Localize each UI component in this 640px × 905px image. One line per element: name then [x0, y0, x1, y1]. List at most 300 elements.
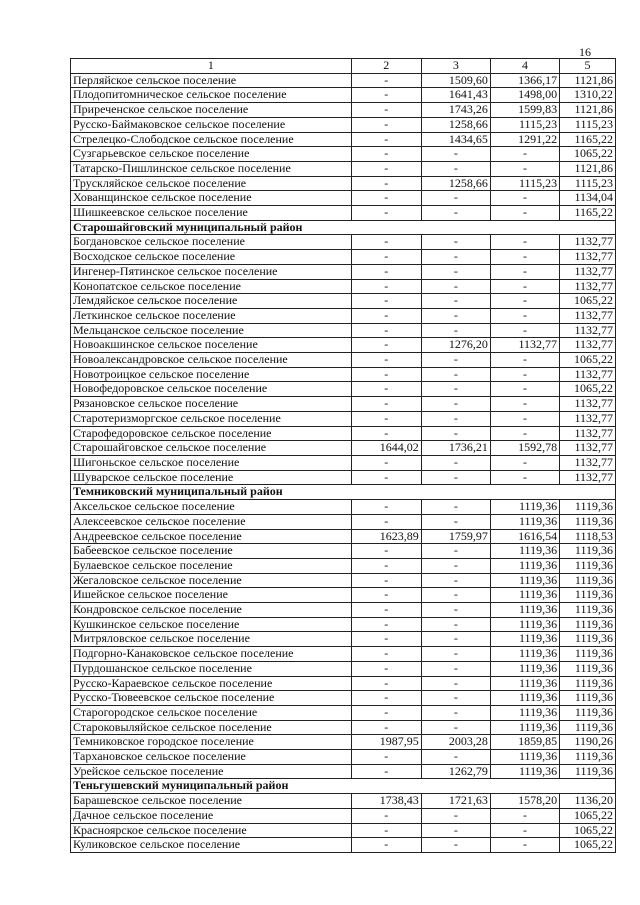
- settlement-name: Старогородское сельское поселение: [71, 705, 352, 720]
- table-row: [71, 514, 616, 529]
- value-cell-3: 1759,97: [421, 529, 490, 544]
- value-cell-4: 1599,83: [490, 103, 559, 118]
- settlement-name: Шигоньское сельское поселение: [71, 455, 352, 470]
- table-row: [71, 147, 616, 162]
- value-cell-2: -: [351, 750, 421, 765]
- settlement-name: Тархановское сельское поселение: [71, 750, 352, 765]
- value-cell-5: 1132,77: [560, 470, 616, 485]
- settlement-name: Сузгарьевское сельское поселение: [71, 147, 352, 162]
- settlement-name: Жегаловское сельское поселение: [71, 573, 352, 588]
- table-row: [71, 647, 616, 662]
- value-cell-2: -: [351, 676, 421, 691]
- value-cell-3: -: [421, 323, 490, 338]
- value-cell-3: -: [421, 397, 490, 412]
- settlement-name: Дачное сельское поселение: [71, 808, 352, 823]
- value-cell-4: -: [490, 323, 559, 338]
- value-cell-2: -: [351, 705, 421, 720]
- table-row: [71, 676, 616, 691]
- district-name: Теньгушевский муниципальный район: [71, 779, 616, 794]
- value-cell-5: 1119,36: [560, 617, 616, 632]
- settlement-name: Приреченское сельское поселение: [71, 103, 352, 118]
- settlement-name: Восходское сельское поселение: [71, 250, 352, 265]
- table-row: [71, 573, 616, 588]
- value-cell-5: 1121,86: [560, 161, 616, 176]
- value-cell-2: -: [351, 323, 421, 338]
- tariff-table: [70, 58, 616, 853]
- value-cell-3: 1736,21: [421, 441, 490, 456]
- value-cell-3: -: [421, 617, 490, 632]
- settlement-name: Урейское сельское поселение: [71, 764, 352, 779]
- value-cell-3: -: [421, 603, 490, 618]
- table-row: [71, 88, 616, 103]
- value-cell-3: -: [421, 279, 490, 294]
- value-cell-2: 1623,89: [351, 529, 421, 544]
- value-cell-5: 1119,36: [560, 661, 616, 676]
- table-row: [71, 720, 616, 735]
- settlement-name: Хованщинское сельское поселение: [71, 191, 352, 206]
- table-row: [71, 250, 616, 265]
- settlement-name: Богдановское сельское поселение: [71, 235, 352, 250]
- value-cell-5: 1119,36: [560, 544, 616, 559]
- column-header-4: 4: [490, 59, 559, 74]
- value-cell-5: 1119,36: [560, 705, 616, 720]
- table-row: [71, 235, 616, 250]
- value-cell-2: -: [351, 603, 421, 618]
- value-cell-2: -: [351, 647, 421, 662]
- value-cell-2: -: [351, 264, 421, 279]
- settlement-name: Рязановское сельское поселение: [71, 397, 352, 412]
- value-cell-4: -: [490, 838, 559, 853]
- value-cell-5: 1132,77: [560, 411, 616, 426]
- value-cell-2: -: [351, 573, 421, 588]
- table-row: [71, 206, 616, 221]
- district-section-row: [71, 779, 616, 794]
- settlement-name: Перляйское сельское поселение: [71, 73, 352, 88]
- value-cell-5: 1119,36: [560, 691, 616, 706]
- table-row: [71, 191, 616, 206]
- value-cell-4: -: [490, 353, 559, 368]
- value-cell-3: 2003,28: [421, 735, 490, 750]
- settlement-name: Андреевское сельское поселение: [71, 529, 352, 544]
- settlement-name: Русско-Баймаковское сельское поселение: [71, 117, 352, 132]
- settlement-name: Булаевское сельское поселение: [71, 558, 352, 573]
- value-cell-3: -: [421, 588, 490, 603]
- value-cell-4: -: [490, 823, 559, 838]
- value-cell-3: -: [421, 250, 490, 265]
- value-cell-2: -: [351, 250, 421, 265]
- value-cell-2: -: [351, 353, 421, 368]
- value-cell-5: 1065,22: [560, 353, 616, 368]
- settlement-name: Темниковское городское поселение: [71, 735, 352, 750]
- table-row: [71, 691, 616, 706]
- settlement-name: Мельцанское сельское поселение: [71, 323, 352, 338]
- table-row: [71, 705, 616, 720]
- value-cell-3: 1258,66: [421, 117, 490, 132]
- value-cell-2: -: [351, 103, 421, 118]
- value-cell-5: 1115,23: [560, 117, 616, 132]
- value-cell-4: 1119,36: [490, 500, 559, 515]
- column-header-1: 1: [71, 59, 352, 74]
- value-cell-5: 1165,22: [560, 132, 616, 147]
- settlement-name: Пурдошанское сельское поселение: [71, 661, 352, 676]
- value-cell-3: -: [421, 470, 490, 485]
- value-cell-4: 1119,36: [490, 647, 559, 662]
- settlement-name: Кушкинское сельское поселение: [71, 617, 352, 632]
- page-number: 16: [579, 45, 591, 59]
- value-cell-3: -: [421, 235, 490, 250]
- value-cell-5: 1119,36: [560, 764, 616, 779]
- value-cell-5: 1132,77: [560, 367, 616, 382]
- value-cell-5: 1119,36: [560, 720, 616, 735]
- value-cell-5: 1065,22: [560, 147, 616, 162]
- table-row: [71, 558, 616, 573]
- value-cell-5: 1132,77: [560, 426, 616, 441]
- value-cell-3: -: [421, 838, 490, 853]
- settlement-name: Кондровское сельское поселение: [71, 603, 352, 618]
- value-cell-2: -: [351, 235, 421, 250]
- district-name: Старошайговский муниципальный район: [71, 220, 616, 235]
- table-row: [71, 323, 616, 338]
- value-cell-3: -: [421, 661, 490, 676]
- value-cell-3: -: [421, 808, 490, 823]
- value-cell-4: 1119,36: [490, 588, 559, 603]
- value-cell-2: -: [351, 426, 421, 441]
- value-cell-2: -: [351, 558, 421, 573]
- value-cell-3: -: [421, 573, 490, 588]
- value-cell-2: -: [351, 308, 421, 323]
- settlement-name: Русско-Тювеевское сельское поселение: [71, 691, 352, 706]
- value-cell-4: 1119,36: [490, 661, 559, 676]
- value-cell-2: -: [351, 808, 421, 823]
- settlement-name: Бабеевское сельское поселение: [71, 544, 352, 559]
- table-row: [71, 279, 616, 294]
- value-cell-3: 1434,65: [421, 132, 490, 147]
- value-cell-5: 1065,22: [560, 838, 616, 853]
- settlement-name: Красноярское сельское поселение: [71, 823, 352, 838]
- table-row: [71, 382, 616, 397]
- table-row: [71, 294, 616, 309]
- value-cell-3: -: [421, 500, 490, 515]
- value-cell-4: 1119,36: [490, 603, 559, 618]
- value-cell-4: -: [490, 147, 559, 162]
- table-row: [71, 617, 616, 632]
- value-cell-3: -: [421, 191, 490, 206]
- value-cell-5: 1132,77: [560, 323, 616, 338]
- value-cell-3: -: [421, 264, 490, 279]
- value-cell-3: -: [421, 382, 490, 397]
- settlement-name: Новофедоровское сельское поселение: [71, 382, 352, 397]
- settlement-name: Ишейское сельское поселение: [71, 588, 352, 603]
- value-cell-5: 1121,86: [560, 73, 616, 88]
- value-cell-3: -: [421, 676, 490, 691]
- value-cell-2: -: [351, 720, 421, 735]
- value-cell-3: -: [421, 161, 490, 176]
- table-row: [71, 823, 616, 838]
- value-cell-4: 1592,78: [490, 441, 559, 456]
- value-cell-4: 1291,22: [490, 132, 559, 147]
- value-cell-3: -: [421, 411, 490, 426]
- value-cell-5: 1136,20: [560, 794, 616, 809]
- value-cell-3: -: [421, 206, 490, 221]
- value-cell-4: 1115,23: [490, 117, 559, 132]
- value-cell-2: -: [351, 838, 421, 853]
- value-cell-4: 1119,36: [490, 691, 559, 706]
- column-header-5: 5: [560, 59, 616, 74]
- value-cell-2: -: [351, 661, 421, 676]
- value-cell-4: 1119,36: [490, 720, 559, 735]
- value-cell-5: 1119,36: [560, 588, 616, 603]
- table-row: [71, 750, 616, 765]
- value-cell-2: -: [351, 338, 421, 353]
- settlement-name: Аксельское сельское поселение: [71, 500, 352, 515]
- value-cell-4: -: [490, 206, 559, 221]
- value-cell-5: 1132,77: [560, 455, 616, 470]
- table-row: [71, 117, 616, 132]
- settlement-name: Староковыляйское сельское поселение: [71, 720, 352, 735]
- value-cell-3: -: [421, 426, 490, 441]
- value-cell-2: -: [351, 632, 421, 647]
- table-row: [71, 411, 616, 426]
- settlement-name: Конопатское сельское поселение: [71, 279, 352, 294]
- value-cell-4: 1119,36: [490, 514, 559, 529]
- value-cell-4: 1119,36: [490, 617, 559, 632]
- column-number-header-row: [71, 59, 616, 74]
- value-cell-2: -: [351, 764, 421, 779]
- value-cell-2: -: [351, 206, 421, 221]
- value-cell-3: -: [421, 823, 490, 838]
- table-row: [71, 264, 616, 279]
- value-cell-5: 1118,53: [560, 529, 616, 544]
- value-cell-4: 1119,36: [490, 750, 559, 765]
- value-cell-4: -: [490, 397, 559, 412]
- settlement-name: Новоакшинское сельское поселение: [71, 338, 352, 353]
- value-cell-4: -: [490, 367, 559, 382]
- value-cell-4: -: [490, 264, 559, 279]
- value-cell-5: 1065,22: [560, 823, 616, 838]
- value-cell-2: -: [351, 176, 421, 191]
- value-cell-3: -: [421, 691, 490, 706]
- value-cell-4: -: [490, 294, 559, 309]
- value-cell-4: -: [490, 161, 559, 176]
- value-cell-5: 1132,77: [560, 235, 616, 250]
- value-cell-5: 1119,36: [560, 632, 616, 647]
- table-row: [71, 176, 616, 191]
- value-cell-4: -: [490, 411, 559, 426]
- table-row: [71, 838, 616, 853]
- value-cell-2: -: [351, 279, 421, 294]
- value-cell-2: 1738,43: [351, 794, 421, 809]
- value-cell-2: -: [351, 88, 421, 103]
- table-row: [71, 632, 616, 647]
- value-cell-4: -: [490, 470, 559, 485]
- value-cell-3: -: [421, 544, 490, 559]
- table-row: [71, 500, 616, 515]
- value-cell-3: -: [421, 147, 490, 162]
- table-body: [71, 59, 616, 853]
- value-cell-5: 1119,36: [560, 676, 616, 691]
- table-row: [71, 441, 616, 456]
- table-row: [71, 735, 616, 750]
- settlement-name: Митряловское сельское поселение: [71, 632, 352, 647]
- value-cell-2: -: [351, 617, 421, 632]
- value-cell-3: 1641,43: [421, 88, 490, 103]
- value-cell-4: 1119,36: [490, 573, 559, 588]
- value-cell-4: 1859,85: [490, 735, 559, 750]
- value-cell-5: 1132,77: [560, 279, 616, 294]
- table-row: [71, 764, 616, 779]
- value-cell-2: -: [351, 500, 421, 515]
- value-cell-3: -: [421, 353, 490, 368]
- value-cell-2: -: [351, 691, 421, 706]
- value-cell-2: -: [351, 132, 421, 147]
- value-cell-3: -: [421, 705, 490, 720]
- value-cell-4: -: [490, 279, 559, 294]
- settlement-name: Старошайговское сельское поселение: [71, 441, 352, 456]
- value-cell-4: 1115,23: [490, 176, 559, 191]
- value-cell-2: -: [351, 823, 421, 838]
- value-cell-5: 1119,36: [560, 514, 616, 529]
- value-cell-4: 1498,00: [490, 88, 559, 103]
- value-cell-4: 1119,36: [490, 705, 559, 720]
- table-row: [71, 353, 616, 368]
- table-row: [71, 808, 616, 823]
- table-row: [71, 529, 616, 544]
- settlement-name: Трускляйское сельское поселение: [71, 176, 352, 191]
- table-row: [71, 367, 616, 382]
- table-row: [71, 132, 616, 147]
- value-cell-2: 1987,95: [351, 735, 421, 750]
- value-cell-4: 1366,17: [490, 73, 559, 88]
- value-cell-3: -: [421, 367, 490, 382]
- table-row: [71, 73, 616, 88]
- value-cell-3: -: [421, 558, 490, 573]
- value-cell-3: -: [421, 750, 490, 765]
- value-cell-5: 1065,22: [560, 382, 616, 397]
- value-cell-3: -: [421, 720, 490, 735]
- value-cell-5: 1065,22: [560, 294, 616, 309]
- value-cell-2: -: [351, 161, 421, 176]
- column-header-3: 3: [421, 59, 490, 74]
- settlement-name: Подгорно-Канаковское сельское поселение: [71, 647, 352, 662]
- table-row: [71, 338, 616, 353]
- settlement-name: Куликовское сельское поселение: [71, 838, 352, 853]
- value-cell-5: 1119,36: [560, 500, 616, 515]
- settlement-name: Алексеевское сельское поселение: [71, 514, 352, 529]
- table-row: [71, 103, 616, 118]
- value-cell-4: -: [490, 455, 559, 470]
- value-cell-5: 1119,36: [560, 573, 616, 588]
- district-section-row: [71, 220, 616, 235]
- value-cell-2: -: [351, 117, 421, 132]
- table-row: [71, 661, 616, 676]
- value-cell-2: -: [351, 382, 421, 397]
- value-cell-5: 1132,77: [560, 397, 616, 412]
- value-cell-2: -: [351, 367, 421, 382]
- value-cell-3: 1509,60: [421, 73, 490, 88]
- value-cell-4: 1119,36: [490, 764, 559, 779]
- settlement-name: Лемдяйское сельское поселение: [71, 294, 352, 309]
- value-cell-5: 1165,22: [560, 206, 616, 221]
- table-row: [71, 397, 616, 412]
- value-cell-4: 1119,36: [490, 676, 559, 691]
- value-cell-5: 1132,77: [560, 250, 616, 265]
- value-cell-5: 1132,77: [560, 441, 616, 456]
- value-cell-3: -: [421, 308, 490, 323]
- value-cell-5: 1065,22: [560, 808, 616, 823]
- settlement-name: Старофедоровское сельское поселение: [71, 426, 352, 441]
- value-cell-2: -: [351, 73, 421, 88]
- value-cell-5: 1132,77: [560, 264, 616, 279]
- value-cell-4: -: [490, 382, 559, 397]
- value-cell-5: 1310,22: [560, 88, 616, 103]
- settlement-name: Ингенер-Пятинское сельское поселение: [71, 264, 352, 279]
- value-cell-5: 1132,77: [560, 308, 616, 323]
- district-section-row: [71, 485, 616, 500]
- value-cell-5: 1119,36: [560, 647, 616, 662]
- value-cell-3: 1276,20: [421, 338, 490, 353]
- value-cell-4: -: [490, 235, 559, 250]
- value-cell-4: -: [490, 808, 559, 823]
- value-cell-3: 1262,79: [421, 764, 490, 779]
- table-row: [71, 603, 616, 618]
- value-cell-2: -: [351, 397, 421, 412]
- column-header-2: 2: [351, 59, 421, 74]
- settlement-name: Татарско-Пишлинское сельское поселение: [71, 161, 352, 176]
- value-cell-2: -: [351, 544, 421, 559]
- settlement-name: Леткинское сельское поселение: [71, 308, 352, 323]
- settlement-name: Старотеризморгское сельское поселение: [71, 411, 352, 426]
- value-cell-4: 1119,36: [490, 544, 559, 559]
- table-row: [71, 588, 616, 603]
- table-row: [71, 308, 616, 323]
- settlement-name: Шуварское сельское поселение: [71, 470, 352, 485]
- settlement-name: Русско-Караевское сельское поселение: [71, 676, 352, 691]
- value-cell-4: 1119,36: [490, 558, 559, 573]
- settlement-name: Барашевское сельское поселение: [71, 794, 352, 809]
- value-cell-2: -: [351, 470, 421, 485]
- value-cell-3: 1721,63: [421, 794, 490, 809]
- table-row: [71, 455, 616, 470]
- table-row: [71, 161, 616, 176]
- value-cell-5: 1119,36: [560, 603, 616, 618]
- value-cell-4: 1616,54: [490, 529, 559, 544]
- value-cell-5: 1190,26: [560, 735, 616, 750]
- value-cell-3: -: [421, 294, 490, 309]
- settlement-name: Новотроицкое сельское поселение: [71, 367, 352, 382]
- value-cell-2: 1644,02: [351, 441, 421, 456]
- value-cell-2: -: [351, 294, 421, 309]
- value-cell-4: -: [490, 426, 559, 441]
- value-cell-5: 1119,36: [560, 750, 616, 765]
- value-cell-3: 1258,66: [421, 176, 490, 191]
- settlement-name: Плодопитомническое сельское поселение: [71, 88, 352, 103]
- value-cell-3: -: [421, 647, 490, 662]
- value-cell-3: -: [421, 455, 490, 470]
- value-cell-2: -: [351, 191, 421, 206]
- value-cell-5: 1119,36: [560, 558, 616, 573]
- value-cell-4: -: [490, 250, 559, 265]
- value-cell-2: -: [351, 588, 421, 603]
- table-row: [71, 794, 616, 809]
- value-cell-4: 1119,36: [490, 632, 559, 647]
- value-cell-2: -: [351, 514, 421, 529]
- value-cell-5: 1121,86: [560, 103, 616, 118]
- value-cell-4: 1578,20: [490, 794, 559, 809]
- value-cell-2: -: [351, 147, 421, 162]
- value-cell-5: 1134,04: [560, 191, 616, 206]
- value-cell-2: -: [351, 411, 421, 426]
- table-row: [71, 470, 616, 485]
